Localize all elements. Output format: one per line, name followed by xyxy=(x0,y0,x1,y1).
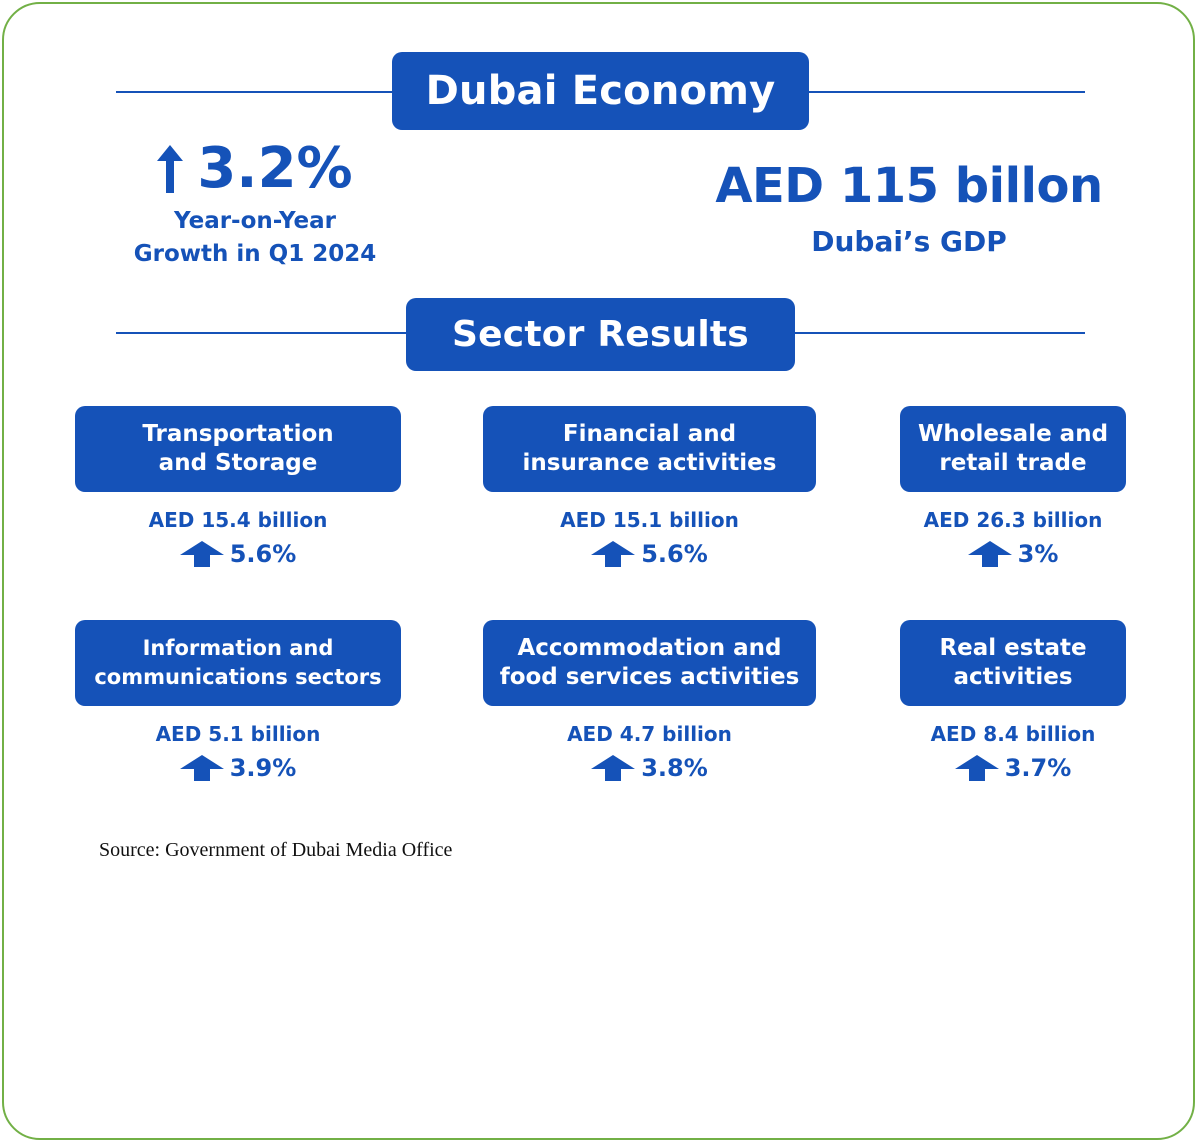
sector-banner xyxy=(406,298,795,371)
sector-title: Sector Results xyxy=(452,314,749,355)
sector-growth: 3.8% xyxy=(641,754,708,782)
sector-amount: AED 8.4 billion xyxy=(930,722,1096,746)
sector-wholesale-values xyxy=(900,507,1126,569)
sector-growth: 5.6% xyxy=(641,540,708,568)
arrow-up-icon xyxy=(157,145,183,193)
gdp-stat xyxy=(704,156,1114,260)
sector-name-line2: activities xyxy=(953,664,1073,690)
sector-name-line1: Financial and xyxy=(562,421,737,447)
arrow-up-icon xyxy=(180,755,224,781)
arrow-up-icon xyxy=(180,541,224,567)
source-note: Source: Government of Dubai Media Office xyxy=(99,839,453,861)
sector-transportation xyxy=(75,406,401,492)
header-title: Dubai Economy xyxy=(425,68,776,114)
sector-real-estate xyxy=(900,620,1126,706)
header-rule-left xyxy=(116,91,396,93)
arrow-up-icon xyxy=(968,541,1012,567)
infographic-frame xyxy=(2,2,1195,1140)
sector-financial xyxy=(483,406,816,492)
sector-name-line2: retail trade xyxy=(939,450,1087,476)
sector-name-line2: insurance activities xyxy=(522,450,777,476)
sector-name-line1: Real estate xyxy=(939,635,1087,661)
arrow-up-icon xyxy=(591,541,635,567)
sector-rule-left xyxy=(116,332,410,334)
sector-name-line1: Information and xyxy=(142,636,334,660)
sector-name-line2: communications sectors xyxy=(94,665,382,689)
gdp-caption: Dubai’s GDP xyxy=(811,225,1007,258)
sector-growth: 3.9% xyxy=(229,754,297,782)
arrow-up-icon xyxy=(955,755,999,781)
growth-value: 3.2% xyxy=(197,136,353,201)
sector-wholesale xyxy=(900,406,1126,492)
sector-accommodation xyxy=(483,620,816,706)
header-banner xyxy=(392,52,809,130)
sector-real-estate-values xyxy=(900,721,1126,783)
sector-transportation-values xyxy=(75,507,401,569)
sector-rule-right xyxy=(793,332,1085,334)
sector-growth: 3.7% xyxy=(1004,754,1072,782)
sector-amount: AED 15.1 billion xyxy=(560,508,739,532)
growth-stat xyxy=(124,134,386,270)
growth-caption-line1: Year-on-Year xyxy=(174,208,336,234)
sector-accommodation-values xyxy=(483,721,816,783)
sector-amount: AED 15.4 billion xyxy=(148,508,328,532)
growth-caption-line2: Growth in Q1 2024 xyxy=(133,241,377,267)
arrow-up-icon xyxy=(591,755,635,781)
sector-name-line1: Wholesale and xyxy=(917,421,1109,447)
sector-information-values xyxy=(75,721,401,783)
header-rule-right xyxy=(807,91,1085,93)
sector-growth: 3% xyxy=(1017,540,1059,568)
gdp-value: AED 115 billon xyxy=(715,158,1103,214)
sector-financial-values xyxy=(483,507,816,569)
sector-name-line2: food services activities xyxy=(499,664,800,690)
sector-name-line1: Transportation xyxy=(142,421,334,447)
sector-amount: AED 26.3 billion xyxy=(923,508,1103,532)
sector-amount: AED 4.7 billion xyxy=(567,722,732,746)
sector-name-line2: and Storage xyxy=(158,450,318,476)
sector-name-line1: Accommodation and xyxy=(517,635,782,661)
sector-amount: AED 5.1 billion xyxy=(155,722,321,746)
sector-information xyxy=(75,620,401,706)
sector-growth: 5.6% xyxy=(229,540,297,568)
